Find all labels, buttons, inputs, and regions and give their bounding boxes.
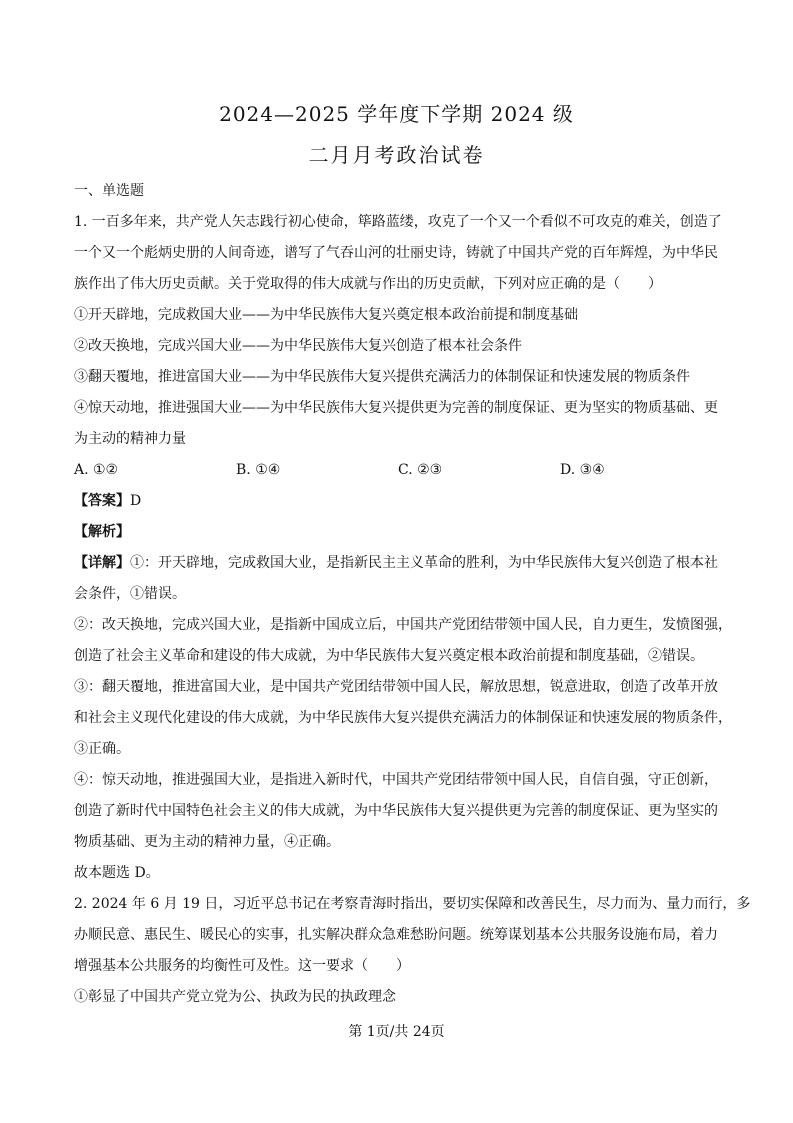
q1-stem-line: 一个又一个彪炳史册的人间奇迹，谱写了气吞山河的壮丽史诗，铸就了中国共产党的百年辉煌，为中华民 [74,245,718,261]
q1-detail-line: 物质基础、更为主动的精神力量，④正确。 [74,834,340,850]
q1-options [74,455,724,486]
q1-answer [74,486,724,517]
q1-option-d: D. ③④ [560,462,605,478]
detail-text: ①：开天辟地，完成救国大业，是指新民主主义革命的胜利，为中华民族伟大复兴创造了根本社 [130,555,718,571]
q1-detail-line: 和社会主义现代化建设的伟大成就，为中华民族伟大复兴提供充满活力的体制保证和快速发展的物质条件， [74,710,732,726]
answer-label: 【答案】 [74,493,130,509]
analysis-label: 【解析】 [74,524,130,540]
q1-statement: ②改天换地，完成兴国大业——为中华民族伟大复兴创造了根本社会条件 [74,338,522,354]
q2-stem-line: 增强基本公共服务的均衡性可及性。这一要求（ ） [74,958,410,974]
q1-detail-line: 故本题选 D。 [74,865,160,881]
q1-detail-line: 创造了社会主义革命和建设的伟大成就，为中华民族伟大复兴奠定根本政治前提和制度基础，②错误。 [74,648,704,664]
exam-title-line1: 2024—2025 学年度下学期 2024 级 [219,102,574,126]
q1-statement: ④惊天动地，推进强国大业——为中华民族伟大复兴提供更为完善的制度保证、更为坚实的物质基础、更 [74,400,718,416]
q1-detail-line: 会条件，①错误。 [74,586,186,602]
q2-stem-line: 2. 2024 年 6 月 19 日，习近平总书记在考察青海时指出，要切实保障和改善民生，尽力而为、量力而行，多 [74,896,751,912]
detail-label: 【详解】 [74,555,130,571]
section-heading: 一、单选题 [74,183,144,199]
answer-value: D [130,493,142,509]
q1-option-c: C. ②③ [398,462,443,478]
q2-statement: ①彰显了中国共产党立党为公、执政为民的执政理念 [74,989,396,1005]
page-footer: 第 1页/共 24页 [348,1024,445,1040]
q1-statement: ①开天辟地，完成救国大业——为中华民族伟大复兴奠定根本政治前提和制度基础 [74,307,578,323]
q1-detail-line: ③正确。 [74,741,130,757]
q1-option-a: A. ①② [74,462,119,478]
q1-stem-line: 族作出了伟大历史贡献。关于党取得的伟大成就与作出的历史贡献，下列对应正确的是（ ） [74,276,662,292]
q1-detail-line: 创造了新时代中国特色社会主义的伟大成就，为中华民族伟大复兴提供更为完善的制度保证、更为坚实的 [74,803,718,819]
q1-detail-line: ③：翻天覆地，推进富国大业，是中国共产党团结带领中国人民，解放思想，锐意进取，创造了改革开放 [74,679,718,695]
q2-stem-line: 办顺民意、惠民生、暖民心的实事，扎实解决群众急难愁盼问题。统筹谋划基本公共服务设施布局，着力 [74,927,718,943]
q1-option-b: B. ①④ [236,462,281,478]
exam-content [74,176,751,1013]
q1-statement: 为主动的精神力量 [74,431,186,447]
q1-detail-line [74,548,724,579]
q1-detail-line: ②：改天换地，完成兴国大业，是指新中国成立后，中国共产党团结带领中国人民，自力更生，发愤图强， [74,617,732,633]
q1-stem-line: 1. 一百多年来，共产党人矢志践行初心使命，筚路蓝缕，攻克了一个又一个看似不可攻克的难关，创造了 [74,214,722,230]
q1-detail-line: ④：惊天动地，推进强国大业，是指进入新时代，中国共产党团结带领中国人民，自信自强，守正创新， [74,772,718,788]
exam-title-line2: 二月月考政治试卷 [308,143,485,167]
q1-statement: ③翻天覆地，推进富国大业——为中华民族伟大复兴提供充满活力的体制保证和快速发展的物质条件 [74,369,690,385]
